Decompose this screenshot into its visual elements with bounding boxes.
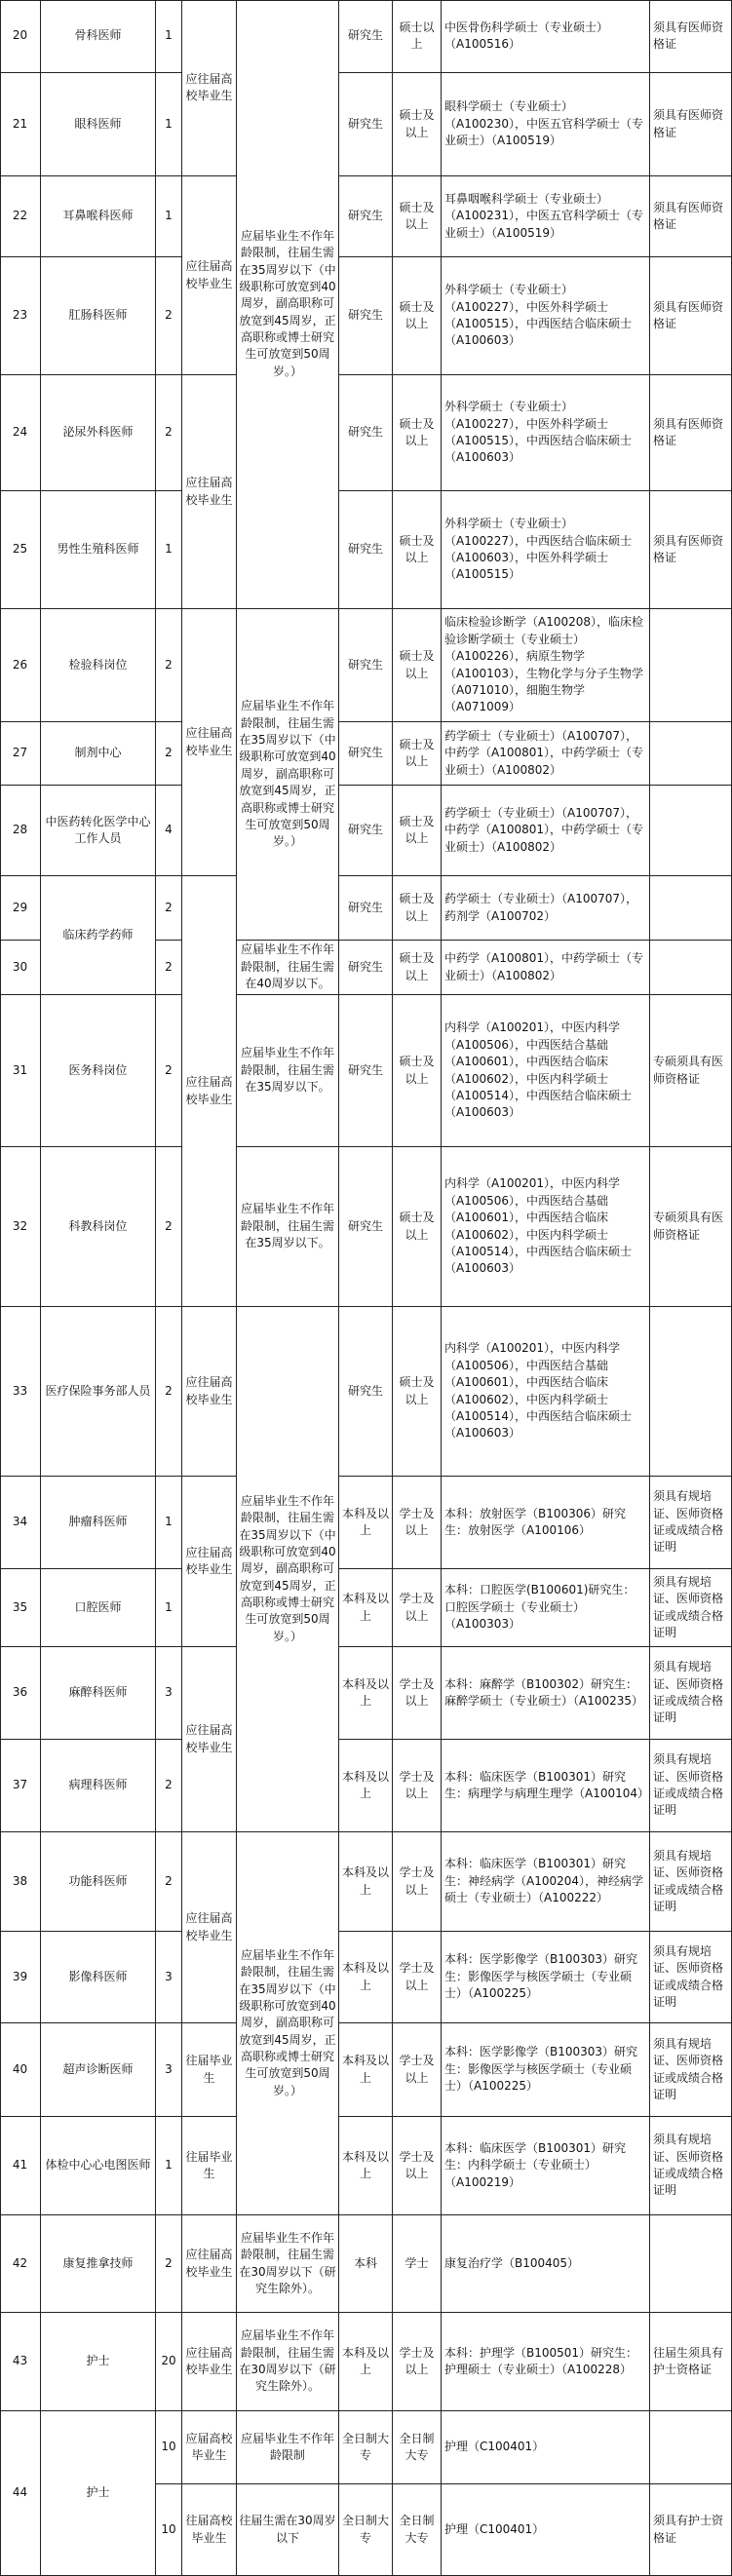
table-cell-count: 2 bbox=[156, 1147, 182, 1307]
table-cell-degree: 硕士及以上 bbox=[393, 722, 442, 786]
table-cell-count: 2 bbox=[156, 722, 182, 786]
table-cell-age: 应届毕业生不作年龄限制，往届生需在35周岁以下（中级职称可放宽到40周岁，副高职称可放宽到45周岁，正高职称或博士研究生可放宽到50周岁。） bbox=[237, 0, 339, 609]
table-cell-no: 24 bbox=[0, 375, 41, 491]
table-cell-count: 2 bbox=[156, 375, 182, 491]
table-cell-source: 应往届高校毕业生 bbox=[182, 2313, 237, 2411]
table-cell-no: 43 bbox=[0, 2313, 41, 2411]
table-cell-degree: 学士及以上 bbox=[393, 2023, 442, 2117]
table-cell-education: 研究生 bbox=[339, 722, 393, 786]
table-cell-education: 研究生 bbox=[339, 0, 393, 73]
table-cell-source: 应往届高校毕业生 bbox=[182, 609, 237, 876]
table-cell-other bbox=[650, 2215, 732, 2313]
table-cell-no: 44 bbox=[0, 2411, 41, 2576]
table-cell-education: 本科及以上 bbox=[339, 2023, 393, 2117]
table-cell-major: 内科学（A100201），中医内科学（A100506），中西医结合基础（A100601），中西医结合临床（A100602），中医内科学硕士（A100514），中西医结合临床硕士（A100603） bbox=[442, 1147, 650, 1307]
table-cell-major: 本科：医学影像学（B100303）研究生：影像医学与核医学硕士（专业硕士）（A100225） bbox=[442, 2023, 650, 2117]
table-cell-position: 检验科岗位 bbox=[41, 609, 156, 722]
table-cell-count: 2 bbox=[156, 995, 182, 1147]
table-cell-major: 本科：临床医学（B100301）研究生：病理学与病理生理学（A100104） bbox=[442, 1740, 650, 1832]
table-cell-education: 全日制大专 bbox=[339, 2411, 393, 2484]
table-cell-other: 须具有医师资格证 bbox=[650, 375, 732, 491]
table-cell-degree: 硕士及以上 bbox=[393, 941, 442, 995]
table-cell-no: 40 bbox=[0, 2023, 41, 2117]
table-cell-degree: 学士及以上 bbox=[393, 2117, 442, 2215]
table-cell-no: 23 bbox=[0, 257, 41, 375]
table-cell-education: 本科及以上 bbox=[339, 1569, 393, 1647]
table-cell-degree: 硕士及以上 bbox=[393, 375, 442, 491]
table-cell-source: 应往届高校毕业生 bbox=[182, 1307, 237, 1477]
table-cell-degree: 学士及以上 bbox=[393, 1647, 442, 1740]
table-cell-major: 药学硕士（专业硕士）（A100707），药剂学（A100702） bbox=[442, 876, 650, 941]
table-cell-no: 29 bbox=[0, 876, 41, 941]
table-cell-other bbox=[650, 609, 732, 722]
table-cell-degree: 硕士及以上 bbox=[393, 786, 442, 876]
table-cell-other: 须具有规培证、医师资格证或成绩合格证明 bbox=[650, 1647, 732, 1740]
table-cell-other: 须具有护士资格证 bbox=[650, 2484, 732, 2576]
table-cell-count: 1 bbox=[156, 176, 182, 257]
table-cell-source: 应往届高校毕业生 bbox=[182, 1477, 237, 1647]
table-cell-degree: 硕士及以上 bbox=[393, 1307, 442, 1477]
table-cell-position: 超声诊断医师 bbox=[41, 2023, 156, 2117]
table-cell-position: 科教科岗位 bbox=[41, 1147, 156, 1307]
table-cell-major: 护理（C100401） bbox=[442, 2411, 650, 2484]
table-cell-position: 功能科医师 bbox=[41, 1832, 156, 1932]
table-cell-count: 2 bbox=[156, 609, 182, 722]
table-cell-education: 本科及以上 bbox=[339, 2313, 393, 2411]
table-cell-degree: 硕士及以上 bbox=[393, 876, 442, 941]
table-cell-major: 护理（C100401） bbox=[442, 2484, 650, 2576]
table-cell-no: 34 bbox=[0, 1477, 41, 1569]
table-cell-position: 医务科岗位 bbox=[41, 995, 156, 1147]
table-cell-other: 须具有医师资格证 bbox=[650, 73, 732, 176]
table-cell-other: 专硕须具有医师资格证 bbox=[650, 995, 732, 1147]
table-cell-degree: 学士及以上 bbox=[393, 1569, 442, 1647]
table-cell-major: 本科：临床医学（B100301）研究生：内科学硕士（专业硕士）（A100219） bbox=[442, 2117, 650, 2215]
table-cell-count: 3 bbox=[156, 2023, 182, 2117]
table-cell-major: 临床检验诊断学（A100208），临床检验诊断学硕士（专业硕士）（A100226），病原生物学（A100103），生物化学与分子生物学（A071010），细胞生物学（A071009） bbox=[442, 609, 650, 722]
table-cell-count: 3 bbox=[156, 1647, 182, 1740]
table-cell-education: 本科及以上 bbox=[339, 2117, 393, 2215]
table-cell-degree: 硕士及以上 bbox=[393, 73, 442, 176]
table-cell-education: 研究生 bbox=[339, 73, 393, 176]
table-cell-count: 3 bbox=[156, 1932, 182, 2023]
table-cell-degree: 硕士及以上 bbox=[393, 257, 442, 375]
table-cell-major: 眼科学硕士（专业硕士）（A100230），中医五官科学硕士（专业硕士）（A100519） bbox=[442, 73, 650, 176]
table-cell-other: 须具有医师资格证 bbox=[650, 176, 732, 257]
table-cell-other bbox=[650, 1307, 732, 1477]
table-cell-degree: 学士及以上 bbox=[393, 1832, 442, 1932]
table-cell-major: 外科学硕士（专业硕士）（A100227），中医外科学硕士（A100515），中西医结合临床硕士（A100603） bbox=[442, 257, 650, 375]
table-cell-position: 骨科医师 bbox=[41, 0, 156, 73]
table-cell-count: 2 bbox=[156, 876, 182, 941]
table-cell-position: 制剂中心 bbox=[41, 722, 156, 786]
table-cell-major: 本科：放射医学（B100306）研究生：放射医学（A100106） bbox=[442, 1477, 650, 1569]
table-cell-age: 应届毕业生不作年龄限制 bbox=[237, 2411, 339, 2484]
table-cell-no: 28 bbox=[0, 786, 41, 876]
table-cell-other bbox=[650, 722, 732, 786]
table-cell-major: 本科：临床医学（B100301）研究生：神经病学（A100204），神经病学硕士（专业硕士）（A100222） bbox=[442, 1832, 650, 1932]
table-cell-education: 本科及以上 bbox=[339, 1832, 393, 1932]
table-cell-position: 肛肠科医师 bbox=[41, 257, 156, 375]
table-cell-position: 护士 bbox=[41, 2313, 156, 2411]
table-cell-source: 应往届高校毕业生 bbox=[182, 876, 237, 1307]
table-cell-position: 护士 bbox=[41, 2411, 156, 2576]
table-cell-degree: 硕士及以上 bbox=[393, 491, 442, 609]
table-cell-no: 27 bbox=[0, 722, 41, 786]
table-cell-age: 往届生需在30周岁以下 bbox=[237, 2484, 339, 2576]
table-cell-age: 应届毕业生不作年龄限制，往届生需在35周岁以下（中级职称可放宽到40周岁，副高职称可放宽到45周岁，正高职称或博士研究生可放宽到50周岁。） bbox=[237, 609, 339, 941]
table-cell-no: 25 bbox=[0, 491, 41, 609]
table-cell-other: 须具有规培证、医师资格证或成绩合格证明 bbox=[650, 2023, 732, 2117]
table-cell-no: 39 bbox=[0, 1932, 41, 2023]
table-cell-position: 麻醉科医师 bbox=[41, 1647, 156, 1740]
table-cell-no: 38 bbox=[0, 1832, 41, 1932]
table-cell-other: 须具有医师资格证 bbox=[650, 257, 732, 375]
table-cell-major: 康复治疗学（B100405） bbox=[442, 2215, 650, 2313]
table-cell-degree: 学士及以上 bbox=[393, 1477, 442, 1569]
table-cell-major: 本科：麻醉学（B100302）研究生：麻醉学硕士（专业硕士）（A100235） bbox=[442, 1647, 650, 1740]
table-cell-other bbox=[650, 2411, 732, 2484]
table-cell-age: 应届毕业生不作年龄限制，往届生需在35周岁以下（中级职称可放宽到40周岁，副高职称可放宽到45周岁，正高职称或博士研究生可放宽到50周岁。） bbox=[237, 1307, 339, 1832]
table-cell-no: 22 bbox=[0, 176, 41, 257]
table-cell-age: 应届毕业生不作年龄限制，往届生需在30周岁以下（研究生除外）。 bbox=[237, 2313, 339, 2411]
table-cell-degree: 硕士及以上 bbox=[393, 609, 442, 722]
table-cell-count: 2 bbox=[156, 1307, 182, 1477]
table-cell-position: 眼科医师 bbox=[41, 73, 156, 176]
table-cell-no: 32 bbox=[0, 1147, 41, 1307]
table-cell-other: 往届生须具有护士资格证 bbox=[650, 2313, 732, 2411]
table-cell-position: 肿瘤科医师 bbox=[41, 1477, 156, 1569]
table-cell-age: 应届毕业生不作年龄限制，往届生需在40周岁以下。 bbox=[237, 941, 339, 995]
table-cell-education: 研究生 bbox=[339, 257, 393, 375]
table-cell-major: 药学硕士（专业硕士）（A100707），中药学（A100801），中药学硕士（专业硕士）（A100802） bbox=[442, 722, 650, 786]
table-cell-degree: 学士及以上 bbox=[393, 2313, 442, 2411]
table-cell-major: 耳鼻咽喉科学硕士（专业硕士）（A100231），中医五官科学硕士（专业硕士）（A100519） bbox=[442, 176, 650, 257]
table-cell-count: 1 bbox=[156, 73, 182, 176]
table-cell-no: 36 bbox=[0, 1647, 41, 1740]
table-cell-position: 临床药学药师 bbox=[41, 876, 156, 995]
table-cell-education: 本科 bbox=[339, 2215, 393, 2313]
table-cell-major: 内科学（A100201），中医内科学（A100506），中西医结合基础（A100601），中西医结合临床（A100602），中医内科学硕士（A100514），中西医结合临床硕士（A100603） bbox=[442, 995, 650, 1147]
table-cell-other: 须具有规培证、医师资格证或成绩合格证明 bbox=[650, 1477, 732, 1569]
table-cell-no: 31 bbox=[0, 995, 41, 1147]
table-cell-source: 应往届高校毕业生 bbox=[182, 1832, 237, 2023]
table-cell-education: 本科及以上 bbox=[339, 1477, 393, 1569]
table-cell-major: 本科：口腔医学(B100601)研究生：口腔医学硕士（专业硕士）（A100303） bbox=[442, 1569, 650, 1647]
table-cell-education: 研究生 bbox=[339, 609, 393, 722]
table-cell-other: 须具有规培证、医师资格证或成绩合格证明 bbox=[650, 1832, 732, 1932]
table-cell-major: 本科：医学影像学（B100303）研究生：影像医学与核医学硕士（专业硕士）（A100225） bbox=[442, 1932, 650, 2023]
table-cell-education: 本科及以上 bbox=[339, 1647, 393, 1740]
table-cell-count: 1 bbox=[156, 2117, 182, 2215]
table-cell-major: 中药学（A100801），中药学硕士（专业硕士）（A100802） bbox=[442, 941, 650, 995]
table-cell-education: 研究生 bbox=[339, 1147, 393, 1307]
table-cell-degree: 硕士及以上 bbox=[393, 995, 442, 1147]
table-cell-no: 35 bbox=[0, 1569, 41, 1647]
table-cell-no: 20 bbox=[0, 0, 41, 73]
table-cell-other: 须具有规培证、医师资格证或成绩合格证明 bbox=[650, 1740, 732, 1832]
table-cell-count: 2 bbox=[156, 1832, 182, 1932]
table-cell-major: 外科学硕士（专业硕士）（A100227），中医外科学硕士（A100515），中西医结合临床硕士（A100603） bbox=[442, 375, 650, 491]
table-cell-education: 研究生 bbox=[339, 491, 393, 609]
table-cell-no: 26 bbox=[0, 609, 41, 722]
table-cell-position: 口腔医师 bbox=[41, 1569, 156, 1647]
table-cell-source: 应往届高校毕业生 bbox=[182, 0, 237, 176]
table-cell-position: 泌尿外科医师 bbox=[41, 375, 156, 491]
table-cell-position: 影像科医师 bbox=[41, 1932, 156, 2023]
table-cell-count: 2 bbox=[156, 257, 182, 375]
table-cell-age: 应届毕业生不作年龄限制，往届生需在35周岁以下（中级职称可放宽到40周岁，副高职称可放宽到45周岁，正高职称或博士研究生可放宽到50周岁。） bbox=[237, 1832, 339, 2215]
table-cell-education: 研究生 bbox=[339, 1307, 393, 1477]
table-cell-count: 1 bbox=[156, 0, 182, 73]
table-cell-education: 研究生 bbox=[339, 176, 393, 257]
table-cell-degree: 学士及以上 bbox=[393, 1740, 442, 1832]
table-cell-degree: 学士 bbox=[393, 2215, 442, 2313]
table-cell-other: 须具有医师资格证 bbox=[650, 491, 732, 609]
table-cell-education: 研究生 bbox=[339, 786, 393, 876]
table-cell-source: 往届毕业生 bbox=[182, 2117, 237, 2215]
table-cell-other: 专硕须具有医师资格证 bbox=[650, 1147, 732, 1307]
table-cell-source: 应往届高校毕业生 bbox=[182, 2215, 237, 2313]
table-cell-major: 中医骨伤科学硕士（专业硕士）（A100516） bbox=[442, 0, 650, 73]
table-cell-count: 2 bbox=[156, 941, 182, 995]
table-cell-position: 中医药转化医学中心工作人员 bbox=[41, 786, 156, 876]
table-cell-position: 耳鼻喉科医师 bbox=[41, 176, 156, 257]
table-cell-no: 21 bbox=[0, 73, 41, 176]
table-cell-degree: 硕士及以上 bbox=[393, 176, 442, 257]
table-cell-degree: 全日制大专 bbox=[393, 2484, 442, 2576]
table-cell-major: 本科：护理学（B100501）研究生：护理硕士（专业硕士）（A100228） bbox=[442, 2313, 650, 2411]
table-cell-degree: 学士及以上 bbox=[393, 1932, 442, 2023]
table-cell-position: 病理科医师 bbox=[41, 1740, 156, 1832]
table-cell-count: 10 bbox=[156, 2484, 182, 2576]
table-cell-count: 1 bbox=[156, 1477, 182, 1569]
table-cell-source: 应届高校毕业生 bbox=[182, 2411, 237, 2484]
table-cell-age: 应届毕业生不作年龄限制，往届生需在30周岁以下（研究生除外）。 bbox=[237, 2215, 339, 2313]
table-cell-other bbox=[650, 786, 732, 876]
table-cell-education: 研究生 bbox=[339, 876, 393, 941]
table-cell-position: 医疗保险事务部人员 bbox=[41, 1307, 156, 1477]
table-cell-other: 须具有医师资格证 bbox=[650, 0, 732, 73]
table-cell-count: 2 bbox=[156, 1740, 182, 1832]
table-cell-source: 应往届高校毕业生 bbox=[182, 1647, 237, 1832]
table-cell-position: 体检中心心电图医师 bbox=[41, 2117, 156, 2215]
table-cell-degree: 硕士及以上 bbox=[393, 1147, 442, 1307]
table-cell-no: 41 bbox=[0, 2117, 41, 2215]
table-cell-other: 须具有规培证、医师资格证或成绩合格证明 bbox=[650, 1569, 732, 1647]
table-cell-no: 33 bbox=[0, 1307, 41, 1477]
table-cell-degree: 全日制大专 bbox=[393, 2411, 442, 2484]
table-cell-education: 全日制大专 bbox=[339, 2484, 393, 2576]
table-cell-other: 须具有规培证、医师资格证或成绩合格证明 bbox=[650, 2117, 732, 2215]
table-cell-other: 须具有规培证、医师资格证或成绩合格证明 bbox=[650, 1932, 732, 2023]
table-cell-source: 应往届高校毕业生 bbox=[182, 375, 237, 609]
table-cell-major: 药学硕士（专业硕士）（A100707），中药学（A100801），中药学硕士（专业硕士）（A100802） bbox=[442, 786, 650, 876]
table-cell-position: 康复推拿技师 bbox=[41, 2215, 156, 2313]
table-cell-count: 20 bbox=[156, 2313, 182, 2411]
table-cell-age: 应届毕业生不作年龄限制，往届生需在35周岁以下。 bbox=[237, 1147, 339, 1307]
table-cell-count: 1 bbox=[156, 491, 182, 609]
table-cell-source: 往届毕业生 bbox=[182, 2023, 237, 2117]
table-cell-education: 研究生 bbox=[339, 375, 393, 491]
table-cell-other bbox=[650, 876, 732, 941]
table-cell-position: 男性生殖科医师 bbox=[41, 491, 156, 609]
table-cell-age: 应届毕业生不作年龄限制，往届生需在35周岁以下。 bbox=[237, 995, 339, 1147]
table-cell-count: 10 bbox=[156, 2411, 182, 2484]
table-cell-degree: 硕士以上 bbox=[393, 0, 442, 73]
table-cell-source: 应往届高校毕业生 bbox=[182, 176, 237, 375]
table-cell-education: 本科及以上 bbox=[339, 1932, 393, 2023]
table-cell-major: 内科学（A100201），中医内科学（A100506），中西医结合基础（A100601），中西医结合临床（A100602），中医内科学硕士（A100514），中西医结合临床硕士（A100603） bbox=[442, 1307, 650, 1477]
table-cell-no: 30 bbox=[0, 941, 41, 995]
table-cell-no: 37 bbox=[0, 1740, 41, 1832]
table-cell-source: 往届高校毕业生 bbox=[182, 2484, 237, 2576]
table-cell-education: 研究生 bbox=[339, 995, 393, 1147]
table-cell-education: 本科及以上 bbox=[339, 1740, 393, 1832]
table-cell-education: 研究生 bbox=[339, 941, 393, 995]
table-cell-count: 1 bbox=[156, 1569, 182, 1647]
table-cell-other bbox=[650, 941, 732, 995]
table-cell-no: 42 bbox=[0, 2215, 41, 2313]
table-cell-count: 2 bbox=[156, 2215, 182, 2313]
table-cell-major: 外科学硕士（专业硕士）（A100227），中西医结合临床硕士（A100603），中医外科学硕士（A100515） bbox=[442, 491, 650, 609]
table-cell-count: 4 bbox=[156, 786, 182, 876]
